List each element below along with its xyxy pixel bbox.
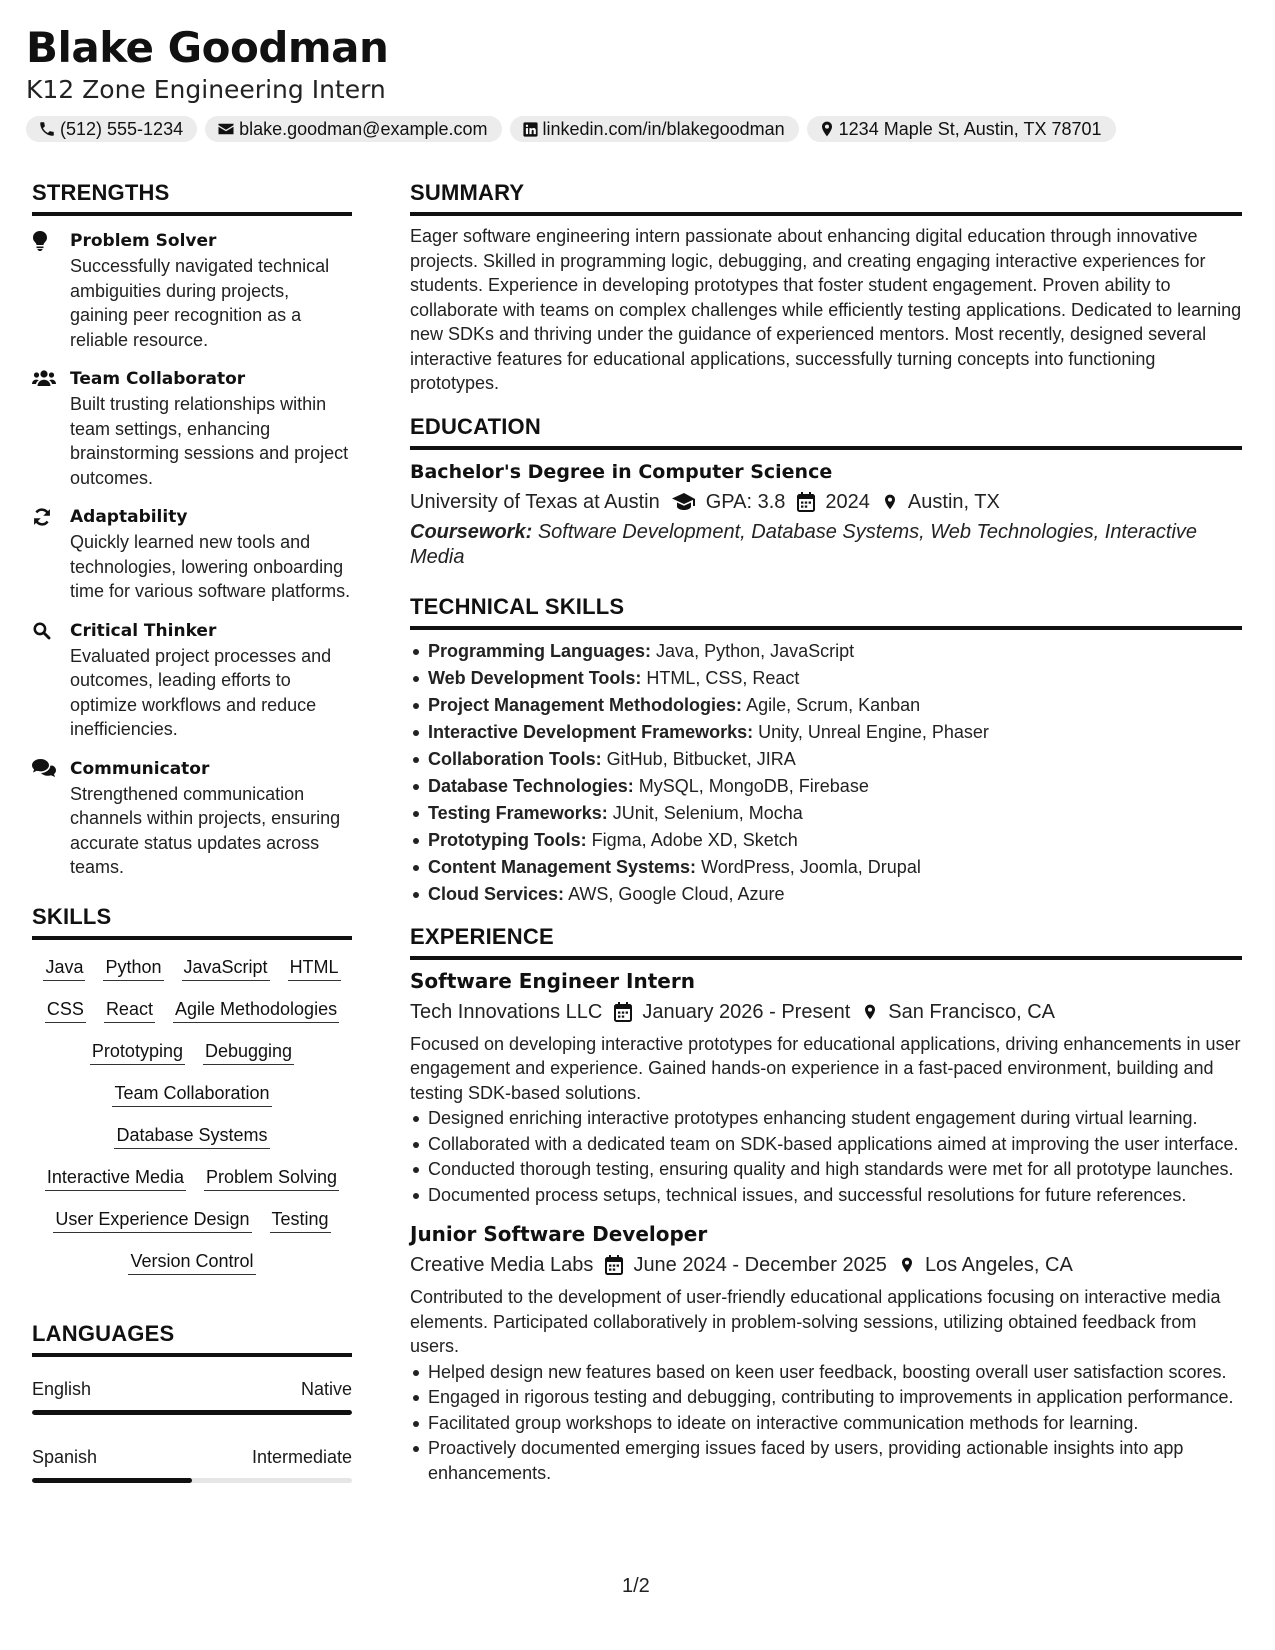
graduation-cap-icon — [672, 493, 696, 511]
job-title: Junior Software Developer — [410, 1222, 708, 1246]
skills-heading: SKILLS — [32, 903, 112, 929]
section-divider — [410, 446, 1242, 450]
skill-tag: User Experience Design — [53, 1206, 251, 1233]
list-item: Content Management Systems: WordPress, Joomla, Drupal — [410, 854, 1242, 881]
language-item — [32, 1445, 352, 1483]
list-item: Conducted thorough testing, ensuring quality and high standards were met for all prototype launches. — [410, 1157, 1242, 1182]
coursework — [410, 520, 1242, 570]
strength-item — [32, 504, 352, 604]
section-divider — [410, 212, 1242, 216]
education-meta — [410, 488, 1242, 516]
contact-phone-text: (512) 555-1234 — [60, 118, 184, 139]
page-indicator: 1/2 — [622, 1575, 650, 1597]
skills-section — [32, 902, 352, 1275]
strength-title: Communicator — [70, 758, 210, 779]
language-proficiency-bar — [32, 1478, 352, 1483]
candidate-name: Blake Goodman — [26, 23, 389, 72]
list-item: Prototyping Tools: Figma, Adobe XD, Sketch — [410, 827, 1242, 854]
contact-email-text: blake.goodman@example.com — [239, 118, 488, 139]
strength-item — [32, 756, 352, 880]
strength-item — [32, 366, 352, 490]
summary-text: Eager software engineering intern passionate about enhancing digital education through innovative projects. Skilled in programming logic, debugging, and creating engaging interactive experiences for students. Experience in developing prototypes that foster student engagement. Proven ability to collaborate with teams on complex challenges while efficiently testing applications. Dedicated to learning new SDKs and thriving under the guidance of experienced mentors. Most recently, designed several interactive features for educational applications, successfully turning concepts into functioning prototypes. — [410, 226, 1242, 393]
coursework-list: Software Development, Database Systems, Web Technologies, Interactive Media — [410, 520, 1198, 568]
strength-title: Critical Thinker — [70, 620, 217, 641]
map-pin-icon — [819, 120, 835, 138]
map-pin-icon — [862, 1002, 878, 1022]
language-name: English — [32, 1378, 92, 1399]
calendar-icon — [797, 492, 815, 512]
strength-title: Team Collaborator — [70, 369, 246, 389]
calendar-icon — [605, 1255, 623, 1275]
section-divider — [410, 956, 1242, 960]
list-item: Web Development Tools: HTML, CSS, React — [410, 665, 1242, 692]
experience-section — [410, 922, 1242, 1486]
technical-skills-list — [410, 638, 1242, 908]
linkedin-icon — [522, 121, 539, 138]
section-divider — [410, 626, 1242, 630]
strength-item — [32, 228, 352, 352]
job-location: Los Angeles, CA — [924, 1254, 1073, 1276]
strengths-section — [32, 178, 352, 880]
language-proficiency-fill — [32, 1410, 352, 1415]
map-pin-icon — [882, 492, 898, 512]
language-level: Native — [300, 1378, 352, 1399]
job-description: Focused on developing interactive prototypes for educational applications, driving enhancements in user engagement and experience. Gained hands-on experience in a fast-paced environment, building and testing SDK-based solutions. — [410, 1033, 1241, 1103]
summary-section — [410, 178, 1242, 396]
phone-icon — [38, 120, 56, 138]
strength-description: Quickly learned new tools and technologies, lowering onboarding time for various software platforms. — [70, 532, 351, 601]
contact-address[interactable] — [807, 116, 1116, 142]
languages-section — [32, 1319, 352, 1483]
list-item: Engaged in rigorous testing and debugging, contributing to improvements in application performance. — [410, 1385, 1242, 1410]
job-meta — [410, 1251, 1242, 1279]
search-icon — [32, 621, 51, 640]
envelope-icon — [217, 120, 235, 138]
strength-description: Strengthened communication channels within projects, ensuring accurate status updates across teams. — [70, 783, 341, 877]
list-item: Cloud Services: AWS, Google Cloud, Azure — [410, 881, 1242, 908]
comments-icon — [32, 759, 56, 778]
skill-tag: Testing — [270, 1206, 331, 1233]
list-item: Programming Languages: Java, Python, JavaScript — [410, 638, 1242, 665]
strength-description: Built trusting relationships within team settings, enhancing brainstorming sessions and project outcomes. — [70, 394, 349, 488]
candidate-title: K12 Zone Engineering Intern — [26, 75, 386, 104]
job-meta — [410, 998, 1242, 1026]
skills-list — [32, 954, 352, 1275]
lightbulb-icon — [32, 231, 48, 251]
skill-tag: Database Systems — [114, 1122, 269, 1149]
degree-title: Bachelor's Degree in Computer Science — [410, 460, 833, 483]
education-heading: EDUCATION — [410, 413, 541, 439]
contact-email[interactable] — [205, 116, 501, 142]
sync-icon — [32, 507, 52, 527]
skill-tag: Agile Methodologies — [173, 996, 339, 1023]
list-item: Project Management Methodologies: Agile, Scrum, Kanban — [410, 692, 1242, 719]
skill-tag: Python — [103, 954, 163, 981]
calendar-icon — [614, 1002, 632, 1022]
job-entry — [410, 1219, 1242, 1485]
left-column — [32, 178, 352, 1483]
coursework-label: Coursework: — [410, 520, 533, 543]
list-item: Proactively documented emerging issues faced by users, providing actionable insights into app enhancements. — [410, 1436, 1242, 1485]
skill-tag: Team Collaboration — [112, 1080, 271, 1107]
language-item — [32, 1377, 352, 1415]
language-proficiency-fill — [32, 1478, 192, 1483]
contact-address-text: 1234 Maple St, Austin, TX 78701 — [838, 118, 1102, 139]
job-title: Software Engineer Intern — [410, 968, 695, 993]
list-item: Testing Frameworks: JUnit, Selenium, Mocha — [410, 800, 1242, 827]
contact-linkedin[interactable] — [510, 116, 799, 142]
skill-tag: Debugging — [203, 1038, 294, 1065]
list-item: Interactive Development Frameworks: Unity, Unreal Engine, Phaser — [410, 719, 1242, 746]
job-bullets — [410, 1360, 1242, 1486]
languages-heading: LANGUAGES — [32, 1320, 175, 1346]
job-dates: January 2026 - Present — [642, 1000, 851, 1023]
language-level: Intermediate — [251, 1446, 352, 1467]
skill-tag: React — [104, 996, 155, 1023]
technical-skills-heading: TECHNICAL SKILLS — [410, 593, 625, 619]
list-item: Designed enriching interactive prototypes enhancing student engagement during virtual learning. — [410, 1106, 1242, 1131]
education-section — [410, 412, 1242, 570]
company-name: Creative Media Labs — [410, 1254, 594, 1276]
school-name: University of Texas at Austin — [410, 490, 660, 513]
skill-tag: Prototyping — [90, 1038, 185, 1065]
right-column — [410, 178, 1242, 1485]
company-name: Tech Innovations LLC — [410, 1000, 603, 1023]
language-name: Spanish — [32, 1446, 98, 1467]
list-item: Collaboration Tools: GitHub, Bitbucket, JIRA — [410, 746, 1242, 773]
strength-title: Problem Solver — [70, 231, 217, 251]
contact-linkedin-text: linkedin.com/in/blakegoodman — [542, 118, 785, 139]
job-location: San Francisco, CA — [888, 1000, 1055, 1023]
skill-tag: Interactive Media — [45, 1164, 186, 1191]
list-item: Documented process setups, technical issues, and successful resolutions for future references. — [410, 1183, 1242, 1208]
language-proficiency-bar — [32, 1410, 352, 1415]
strength-description: Successfully navigated technical ambiguities during projects, gaining peer recognition as a reliable resource. — [70, 256, 330, 350]
graduation-year: 2024 — [825, 490, 870, 513]
map-pin-icon — [899, 1255, 915, 1275]
job-description: Contributed to the development of user-friendly educational applications focusing on interactive media elements. Participated collaboratively in problem-solving sessions, utilizing obtained feedback from users. — [410, 1287, 1221, 1356]
experience-heading: EXPERIENCE — [410, 923, 554, 949]
section-divider — [32, 1353, 352, 1357]
strengths-heading: STRENGTHS — [32, 180, 170, 205]
job-dates: June 2024 - December 2025 — [633, 1254, 887, 1276]
users-icon — [32, 369, 56, 387]
list-item: Helped design new features based on keen user feedback, boosting overall user satisfaction scores. — [410, 1360, 1242, 1385]
skill-tag: Problem Solving — [204, 1164, 339, 1191]
section-divider — [32, 936, 352, 940]
strength-description: Evaluated project processes and outcomes, leading efforts to optimize workflows and reduce inefficiencies. — [70, 645, 332, 739]
list-item: Collaborated with a dedicated team on SDK-based applications aimed at improving the user interface. — [410, 1132, 1242, 1157]
list-item: Database Technologies: MySQL, MongoDB, Firebase — [410, 773, 1242, 800]
contact-phone[interactable] — [26, 116, 197, 142]
list-item: Facilitated group workshops to ideate on interactive communication methods for learning. — [410, 1411, 1242, 1436]
section-divider — [32, 212, 352, 216]
technical-skills-section — [410, 592, 1242, 908]
strength-item — [32, 618, 352, 742]
skill-tag: Version Control — [128, 1248, 255, 1275]
job-entry — [410, 966, 1242, 1208]
skill-tag: Java — [43, 954, 85, 981]
skill-tag: HTML — [288, 954, 341, 981]
gpa: GPA: 3.8 — [705, 490, 786, 513]
skill-tag: JavaScript — [182, 954, 270, 981]
strength-title: Adaptability — [70, 507, 188, 527]
education-location: Austin, TX — [907, 490, 1000, 513]
skill-tag: CSS — [45, 996, 86, 1023]
summary-heading: SUMMARY — [410, 180, 525, 205]
resume-header — [26, 22, 1251, 142]
contact-bar — [26, 116, 1251, 142]
job-bullets — [410, 1106, 1242, 1207]
